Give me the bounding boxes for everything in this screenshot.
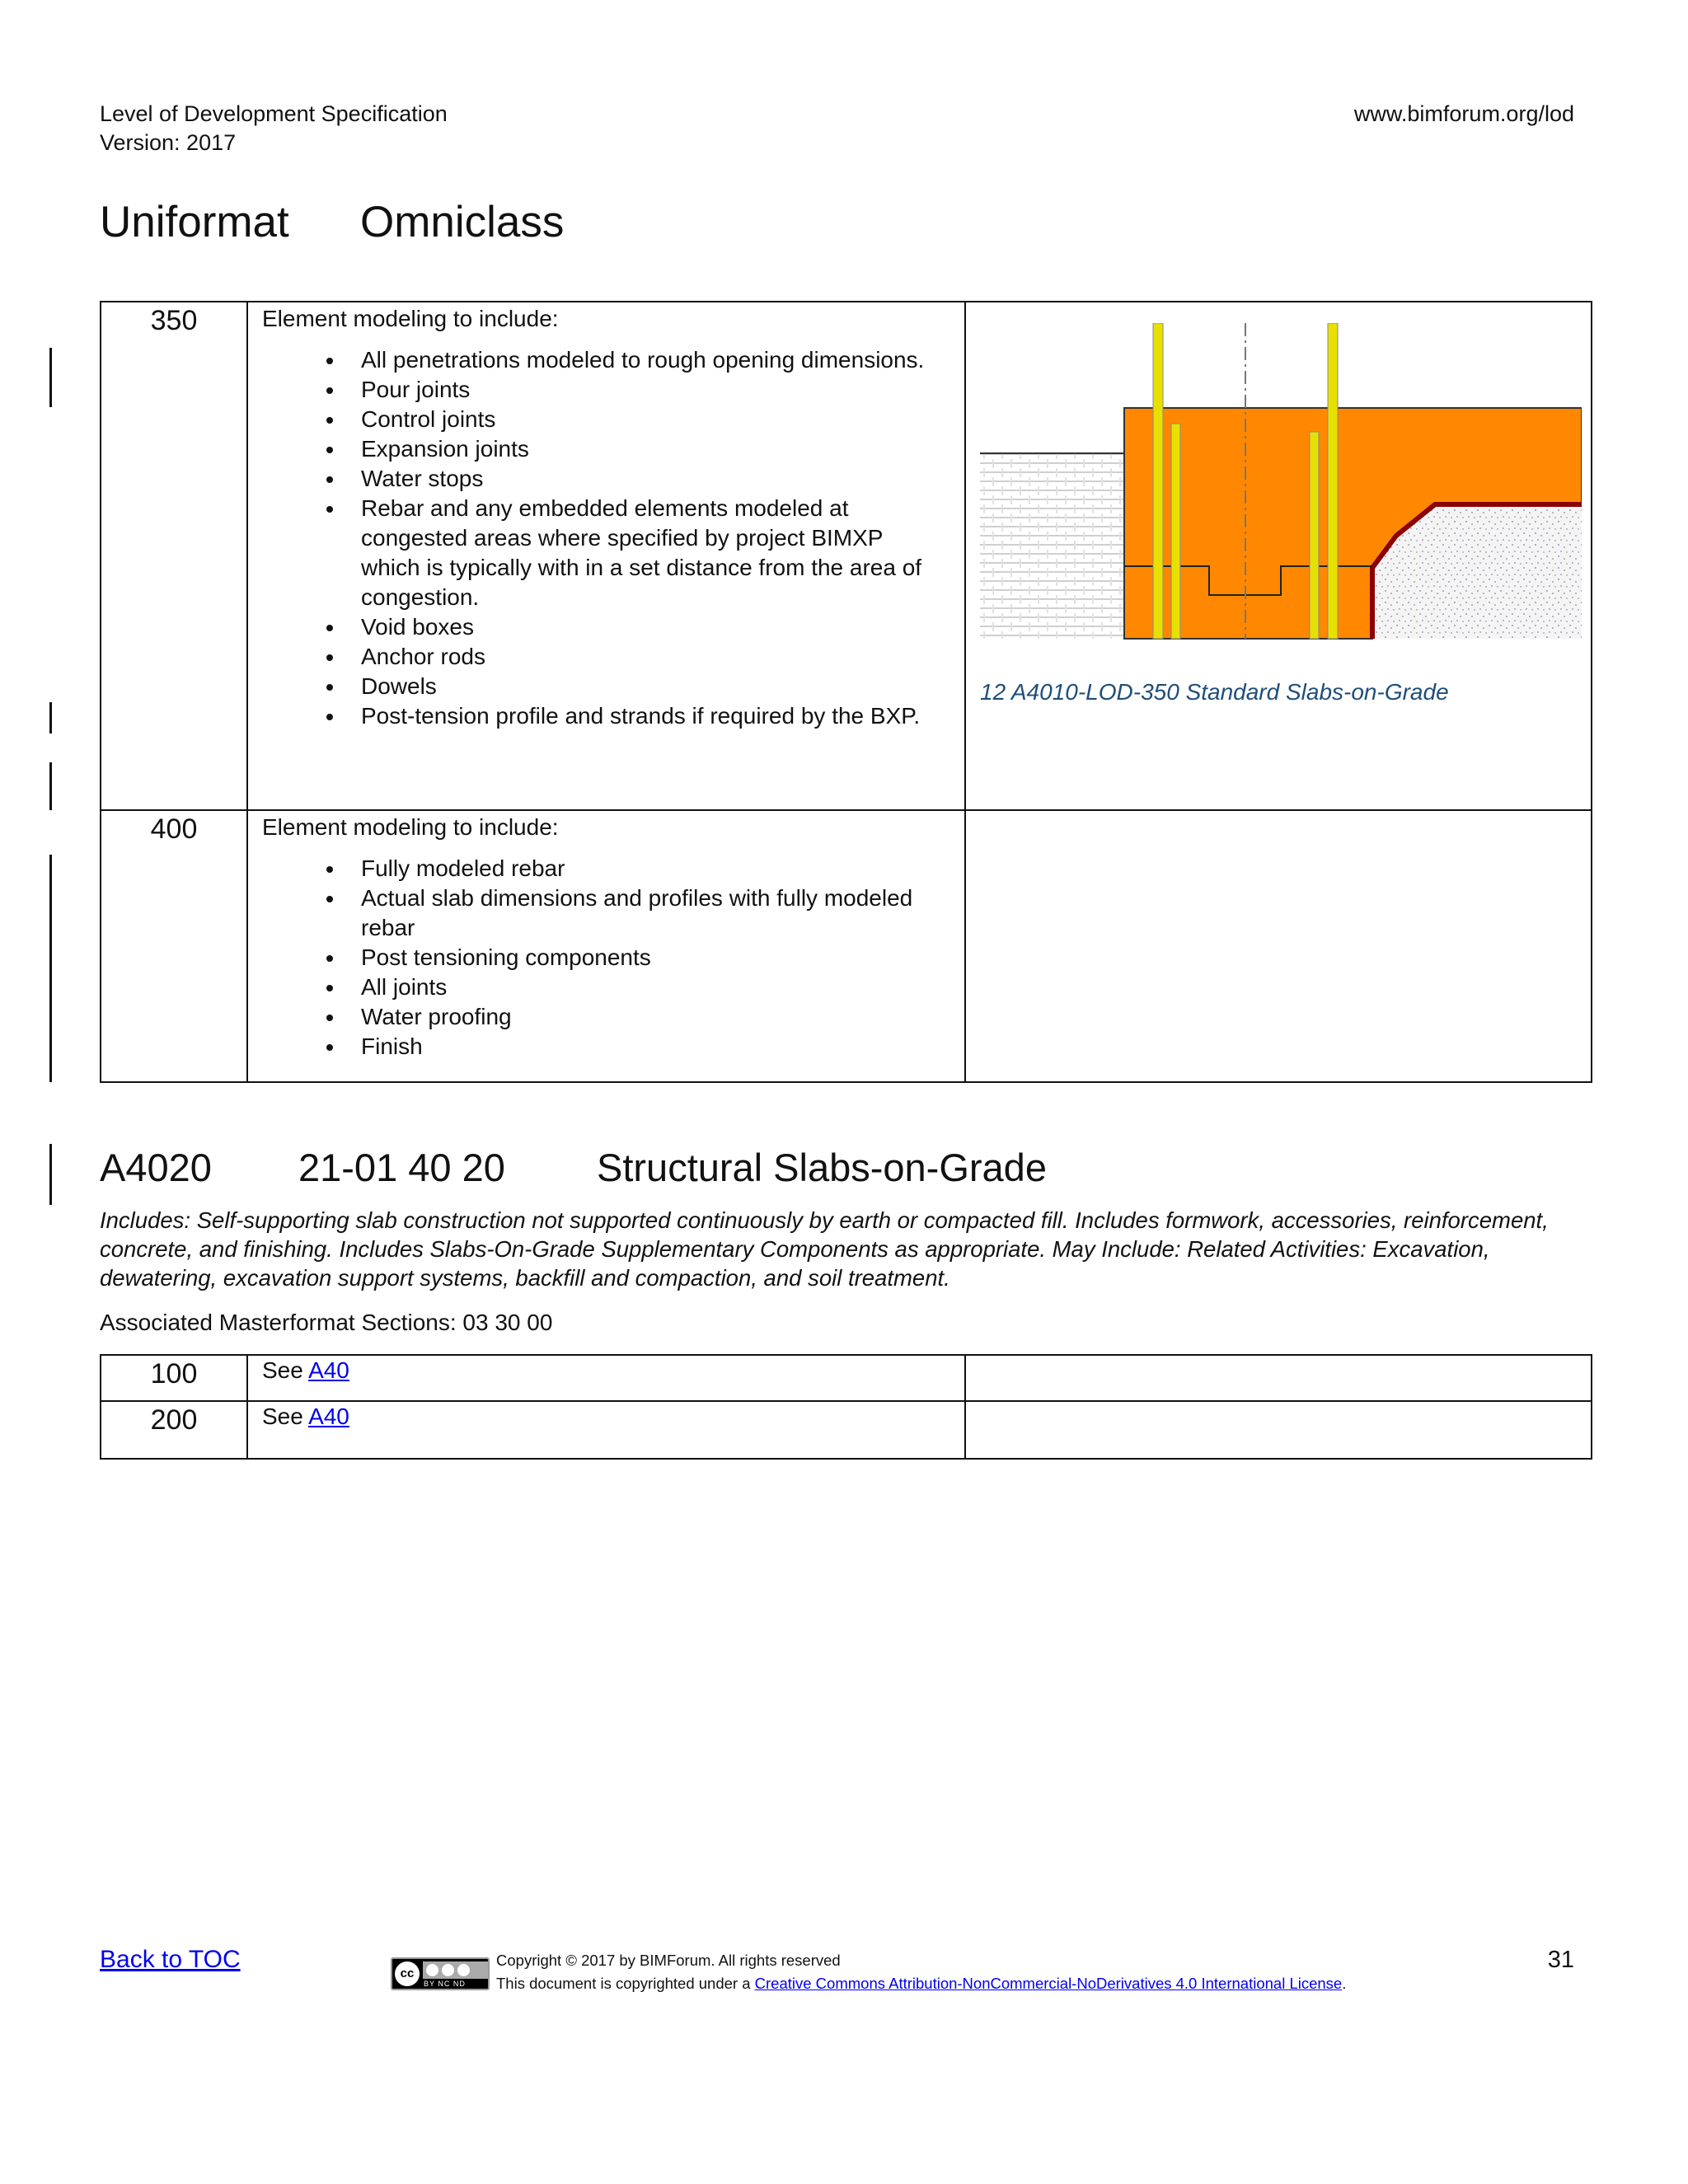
figure-cell xyxy=(965,810,1592,1082)
list-item: Post tensioning components xyxy=(262,943,964,972)
soil-hatch xyxy=(980,453,1124,639)
back-to-toc-link[interactable]: Back to TOC xyxy=(100,1946,241,1973)
section-code: A4020 xyxy=(100,1146,212,1189)
doc-version: Version: 2017 xyxy=(100,130,237,155)
change-bar xyxy=(49,1144,52,1205)
lod-description xyxy=(247,810,965,1082)
cc-icon: cc xyxy=(395,1961,420,1986)
nc-label: NC xyxy=(438,1980,451,1988)
list-item: Dowels xyxy=(262,672,964,701)
by-icon xyxy=(426,1964,438,1976)
list-item: Finish xyxy=(262,1032,964,1062)
lod-description xyxy=(247,302,965,810)
page-number: 31 xyxy=(1547,1947,1574,1973)
list-item: All penetrations modeled to rough opening dimensions. xyxy=(262,345,964,375)
section-includes: Includes: Self-supporting slab construction not supported continuously by earth or compacted fill. Includes formwork, accessories, reinforcement, concrete, and finishing. Includes Slabs-On-Grade Supplementary Components as appropriate. May Include: Related Activities: Excavation, dewatering, excavation support systems, backfill and compaction, and soil treatment. xyxy=(100,1207,1549,1291)
header-url: www.bimforum.org/lod xyxy=(1353,101,1574,126)
figure-cell xyxy=(965,1355,1592,1401)
list-item: Rebar and any embedded elements modeled at congested areas where specified by project BIMXP which is typically with in a set distance from the area of congestion. xyxy=(262,494,964,612)
list-item: All joints xyxy=(262,972,964,1002)
figure-caption: 12 A4010-LOD-350 Standard Slabs-on-Grade xyxy=(980,679,1449,705)
nc-icon xyxy=(442,1964,454,1976)
list-item: Control joints xyxy=(262,405,964,434)
table-row xyxy=(101,810,1592,1082)
list-item: Water stops xyxy=(262,464,964,494)
table-row xyxy=(101,1401,1592,1459)
change-bar xyxy=(49,702,52,733)
bullet-list xyxy=(262,345,964,731)
list-item: Fully modeled rebar xyxy=(262,854,964,883)
uniformat-heading: Uniformat xyxy=(100,198,289,246)
list-item: Post-tension profile and strands if required by the BXP. xyxy=(262,701,964,731)
a40-link[interactable]: A40 xyxy=(308,1404,349,1429)
lod-number: 400 xyxy=(101,810,247,1082)
rebar xyxy=(1310,432,1319,639)
nd-icon xyxy=(457,1964,470,1976)
list-item: Anchor rods xyxy=(262,642,964,672)
license-prefix: This document is copyrighted under a xyxy=(496,1975,755,1992)
table-row xyxy=(101,1355,1592,1401)
rebar xyxy=(1153,323,1163,639)
description-intro: Element modeling to include: xyxy=(262,306,559,331)
slab-on-grade-figure xyxy=(980,323,1582,653)
change-bar xyxy=(49,762,52,810)
license-suffix: . xyxy=(1342,1975,1347,1992)
bullet-list xyxy=(262,854,964,1062)
table-row xyxy=(101,302,1592,810)
figure-cell xyxy=(965,302,1592,810)
lod-number: 100 xyxy=(101,1355,247,1401)
doc-title: Level of Development Specification xyxy=(100,101,448,126)
copyright-notice: Copyright © 2017 by BIMForum. All rights reserved xyxy=(496,1952,841,1969)
list-item: Expansion joints xyxy=(262,434,964,464)
list-item: Water proofing xyxy=(262,1002,964,1032)
lod-table-a4020 xyxy=(100,1354,1592,1460)
rebar xyxy=(1171,424,1180,639)
license-link[interactable]: Creative Commons Attribution-NonCommercial-NoDerivatives 4.0 International License xyxy=(754,1975,1343,1992)
change-bar xyxy=(49,855,52,1082)
license-notice xyxy=(496,1972,1346,1995)
masterformat-sections: Associated Masterformat Sections: 03 30 00 xyxy=(100,1310,553,1335)
a40-link[interactable]: A40 xyxy=(308,1357,349,1383)
lod-number: 200 xyxy=(101,1401,247,1459)
cc-license-badge xyxy=(391,1957,490,1990)
list-item: Actual slab dimensions and profiles with fully modeled rebar xyxy=(262,883,964,943)
lod-number: 350 xyxy=(101,302,247,810)
change-bar xyxy=(49,348,52,407)
figure-cell xyxy=(965,1401,1592,1459)
see-label: See xyxy=(262,1357,303,1383)
section-title: Structural Slabs-on-Grade xyxy=(597,1146,1047,1189)
nd-label: ND xyxy=(452,1980,466,1988)
description-intro: Element modeling to include: xyxy=(262,814,559,840)
omniclass-heading: Omniclass xyxy=(360,198,565,246)
lod-table xyxy=(100,301,1592,1083)
lod-description xyxy=(247,1401,965,1459)
section-omniclass: 21-01 40 20 xyxy=(298,1146,505,1189)
lod-description xyxy=(247,1355,965,1401)
list-item: Pour joints xyxy=(262,375,964,405)
see-label: See xyxy=(262,1404,303,1429)
rebar xyxy=(1328,323,1338,639)
list-item: Void boxes xyxy=(262,612,964,642)
by-label: BY xyxy=(424,1980,435,1988)
